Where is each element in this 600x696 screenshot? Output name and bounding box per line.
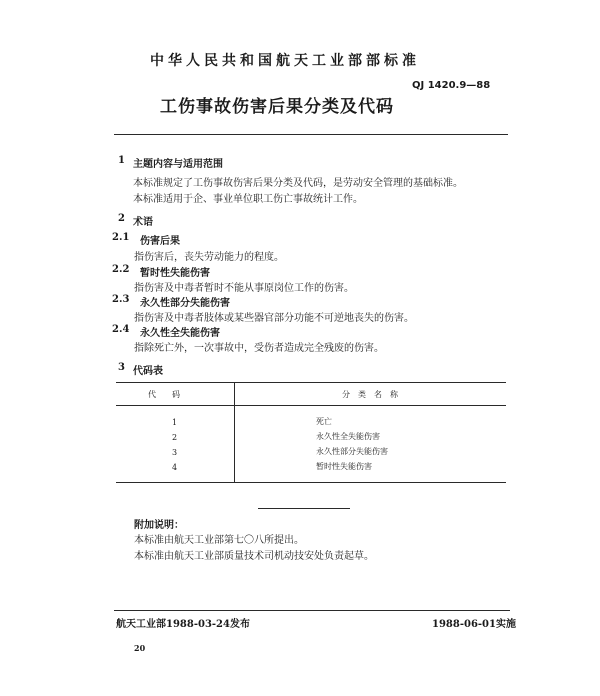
table-header-rule	[116, 405, 506, 406]
term-definition: 指除死亡外，一次事故中，受伤者造成完全残废的伤害。	[134, 343, 384, 354]
header-divider	[114, 134, 508, 135]
table-bottom-rule	[116, 482, 506, 483]
table-top-rule	[116, 382, 506, 383]
term-number: 2.3	[112, 294, 130, 305]
section-1-heading: 主题内容与适用范围	[133, 159, 223, 170]
issue-date: 航天工业部1988-03-24发布	[116, 619, 250, 630]
term-definition: 指伤害及中毒者肢体或某些器官部分功能不可逆地丧失的伤害。	[134, 313, 414, 324]
effective-date: 1988-06-01实施	[432, 619, 516, 630]
term-name: 永久性部分失能伤害	[140, 298, 230, 309]
term-number: 2.4	[112, 324, 130, 335]
term-name: 伤害后果	[140, 236, 180, 247]
standard-code: QJ 1420.9—88	[412, 80, 491, 91]
term-definition: 指伤害后，丧失劳动能力的程度。	[134, 252, 284, 263]
section-3-heading: 代码表	[133, 366, 163, 377]
table-cell-code: 1	[172, 418, 178, 427]
table-cell-code: 4	[172, 463, 178, 472]
term-number: 2.2	[112, 264, 130, 275]
section-1-paragraph-1: 本标准规定了工伤事故伤害后果分类及代码，是劳动安全管理的基础标准。	[133, 178, 463, 189]
document-title: 工伤事故伤害后果分类及代码	[160, 97, 394, 117]
section-1-number: 1	[118, 155, 125, 166]
column-header-code: 代 码	[148, 390, 180, 399]
table-cell-name: 暂时性失能伤害	[316, 462, 372, 471]
column-header-name: 分 类 名 称	[342, 390, 398, 399]
notes-heading: 附加说明：	[134, 520, 184, 531]
table-cell-name: 永久性全失能伤害	[316, 432, 380, 441]
section-2-number: 2	[118, 213, 125, 224]
footer-divider	[114, 610, 510, 611]
table-cell-code: 2	[172, 433, 178, 442]
section-3-number: 3	[118, 362, 125, 373]
table-cell-name: 永久性部分失能伤害	[316, 447, 388, 456]
table-column-divider	[234, 382, 235, 482]
table-cell-name: 死亡	[316, 417, 332, 426]
notes-line-1: 本标准由航天工业部第七〇八所提出。	[134, 535, 304, 546]
section-1-paragraph-2: 本标准适用于企、事业单位职工伤亡事故统计工作。	[133, 194, 363, 205]
issuing-organization: 中华人民共和国航天工业部部标准	[150, 53, 420, 69]
notes-separator	[258, 508, 350, 509]
term-definition: 指伤害及中毒者暂时不能从事原岗位工作的伤害。	[134, 283, 354, 294]
section-2-heading: 术语	[133, 217, 153, 228]
term-name: 永久性全失能伤害	[140, 328, 220, 339]
term-name: 暂时性失能伤害	[140, 268, 210, 279]
notes-line-2: 本标准由航天工业部质量技术司机动技安处负责起草。	[134, 551, 374, 562]
page-number: 20	[134, 643, 146, 653]
term-number: 2.1	[112, 232, 130, 243]
table-cell-code: 3	[172, 448, 178, 457]
